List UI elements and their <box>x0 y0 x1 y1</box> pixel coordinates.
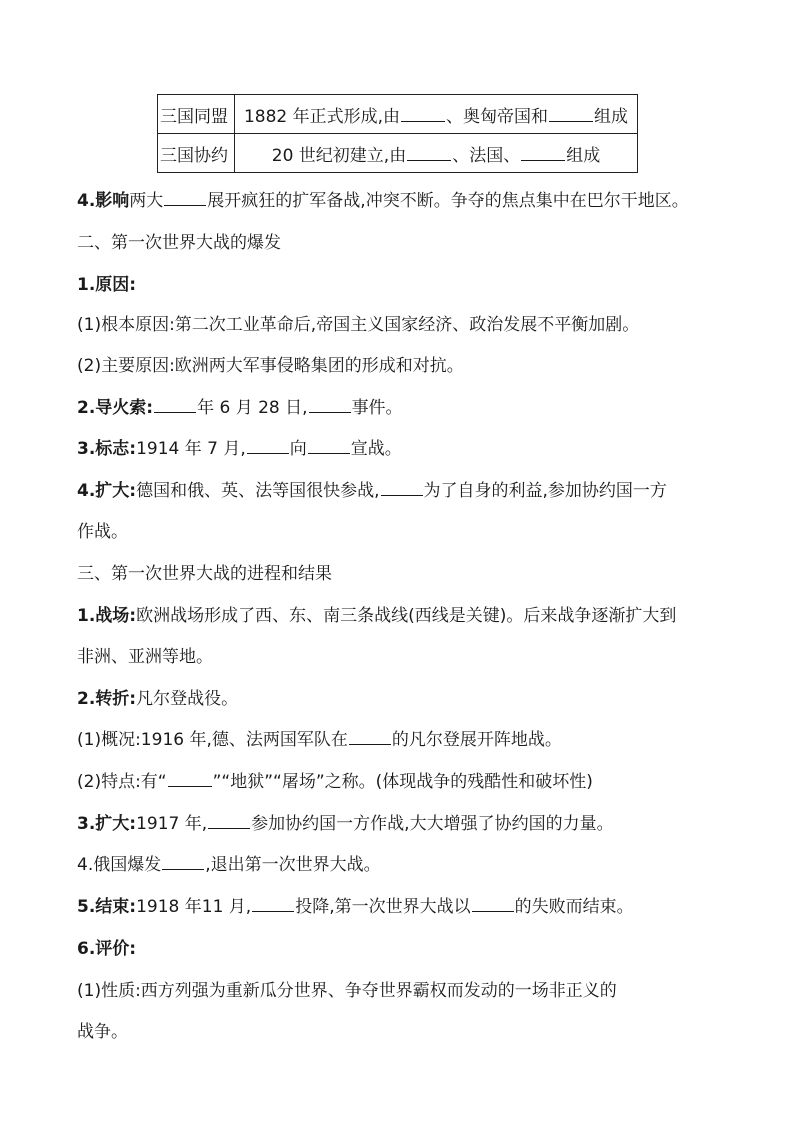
russia-line <box>77 854 381 876</box>
nature-line: (1)性质:西方列强为重新瓜分世界、争夺世界霸权而发动的一场非正义的 <box>77 981 617 1001</box>
expansion-1917-line <box>77 813 614 835</box>
section-heading-outbreak: 二、第一次世界大战的爆发 <box>77 233 281 253</box>
item-text: (2)特点:有“ <box>77 772 167 792</box>
fill-blank[interactable] <box>549 106 593 122</box>
expansion-line <box>77 480 667 502</box>
alliance-desc-cell <box>235 134 638 173</box>
fill-blank[interactable] <box>168 771 212 787</box>
fill-blank[interactable] <box>521 145 565 161</box>
item-text: 4.俄国爆发 <box>77 855 162 875</box>
item-text: 1914 年 7 月, <box>136 439 246 459</box>
overview-line <box>77 729 562 751</box>
item-text: 年 6 月 28 日, <box>197 398 308 418</box>
item-text: (1)概况:1916 年,德、法两国军队在 <box>77 730 348 750</box>
item-text: 为了自身的利益,参加协约国一方 <box>423 481 667 501</box>
table-row <box>158 134 638 173</box>
nature-line-cont: 战争。 <box>77 1022 128 1042</box>
item-text: 向 <box>289 439 307 459</box>
desc-text: 1882 年正式形成,由 <box>243 106 401 127</box>
features-line <box>77 771 593 793</box>
expansion-line-cont: 作战。 <box>77 522 128 542</box>
evaluation-heading: 6.评价: <box>77 939 137 959</box>
item-text: 参加协约国一方作战,大大增强了协约国的力量。 <box>251 814 614 834</box>
item-text: 1918 年11 月, <box>136 897 252 917</box>
cause-heading: 1.原因: <box>77 275 137 295</box>
item-label: 4.扩大: <box>77 481 137 501</box>
item-label: 2.导火索: <box>77 398 154 418</box>
fill-blank[interactable] <box>407 145 451 161</box>
fill-blank[interactable] <box>308 438 350 454</box>
fill-blank[interactable] <box>309 397 351 413</box>
main-cause-line: (2)主要原因:欧洲两大军事侵略集团的形成和对抗。 <box>77 356 464 376</box>
desc-text: 组成 <box>566 145 601 166</box>
fill-blank[interactable] <box>208 813 250 829</box>
fill-blank[interactable] <box>381 480 423 496</box>
symbol-line <box>77 438 402 460</box>
item-text: 两大 <box>129 191 164 211</box>
fill-blank[interactable] <box>162 854 204 870</box>
table-row <box>158 95 638 134</box>
item-text: 1917 年, <box>136 814 208 834</box>
item-label: 3.扩大: <box>77 814 137 834</box>
turning-point-line <box>77 688 238 710</box>
fill-blank[interactable] <box>154 397 196 413</box>
influence-line <box>77 190 689 212</box>
alliances-table <box>157 94 638 173</box>
fill-blank[interactable] <box>401 106 445 122</box>
fill-blank[interactable] <box>349 729 391 745</box>
trigger-line <box>77 397 403 419</box>
item-text: 投降,第一次世界大战以 <box>295 897 471 917</box>
alliance-name-cell: 三国协约 <box>158 134 235 173</box>
item-label: 2.转折: <box>77 689 137 709</box>
section-heading-course: 三、第一次世界大战的进程和结果 <box>77 564 332 584</box>
alliance-name-cell: 三国同盟 <box>158 95 235 134</box>
item-text: ,退出第一次世界大战。 <box>205 855 381 875</box>
item-text: 凡尔登战役。 <box>136 689 239 709</box>
fill-blank[interactable] <box>164 190 206 206</box>
item-text: ”“地狱”“屠场”之称。(体现战争的残酷性和破坏性) <box>212 772 593 792</box>
fill-blank[interactable] <box>252 896 294 912</box>
item-text: 德国和俄、英、法等国很快参战, <box>136 481 380 501</box>
item-text: 的失败而结束。 <box>514 897 634 917</box>
item-label: 1.战场: <box>77 606 137 626</box>
item-text: 事件。 <box>351 398 403 418</box>
item-label: 3.标志: <box>77 439 137 459</box>
root-cause-line: (1)根本原因:第二次工业革命后,帝国主义国家经济、政治发展不平衡加剧。 <box>77 315 640 335</box>
fill-blank[interactable] <box>247 438 289 454</box>
desc-text: 20 世纪初建立,由 <box>271 145 407 166</box>
item-text: 欧洲战场形成了西、东、南三条战线(西线是关键)。后来战争逐渐扩大到 <box>136 606 677 626</box>
fill-blank[interactable] <box>472 896 514 912</box>
battlefield-line-cont: 非洲、亚洲等地。 <box>77 647 213 667</box>
alliance-desc-cell <box>235 95 638 134</box>
item-text: 宣战。 <box>350 439 402 459</box>
end-line <box>77 896 634 918</box>
desc-text: 、奥匈帝国和 <box>446 106 549 127</box>
item-label: 4.影响 <box>77 191 130 211</box>
battlefield-line <box>77 605 676 627</box>
item-label: 5.结束: <box>77 897 137 917</box>
item-text: 展开疯狂的扩军备战,冲突不断。争夺的焦点集中在巴尔干地区。 <box>207 191 689 211</box>
desc-text: 组成 <box>594 106 629 127</box>
item-text: 的凡尔登展开阵地战。 <box>391 730 562 750</box>
desc-text: 、法国、 <box>452 145 521 166</box>
